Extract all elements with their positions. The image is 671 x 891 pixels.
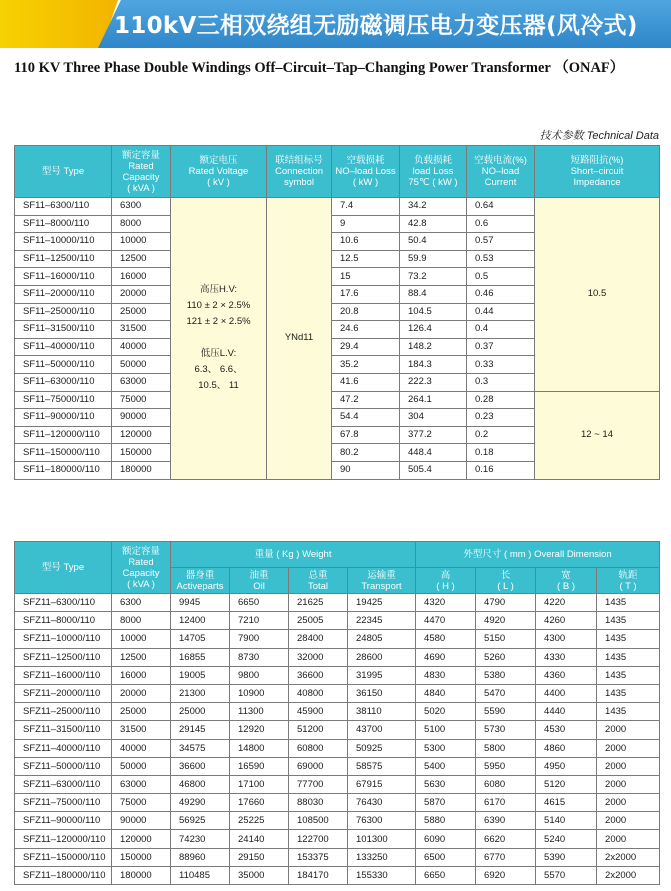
transport-weight-cell: 43700 bbox=[348, 721, 416, 739]
gauge-cell: 2x2000 bbox=[597, 866, 660, 884]
active-weight-cell: 74230 bbox=[171, 830, 230, 848]
noload-current-cell: 0.3 bbox=[467, 373, 535, 391]
model-cell: SFZ11–8000/110 bbox=[15, 612, 112, 630]
header-model: 型号 Type bbox=[15, 146, 112, 198]
width-cell: 5570 bbox=[536, 866, 597, 884]
capacity-cell: 31500 bbox=[112, 721, 171, 739]
noload-current-cell: 0.16 bbox=[467, 461, 535, 479]
total-weight-cell: 60800 bbox=[289, 739, 348, 757]
length-cell: 6770 bbox=[476, 848, 536, 866]
table-row bbox=[15, 794, 660, 812]
height-cell: 5630 bbox=[416, 775, 476, 793]
impedance-cell-a: 10.5 bbox=[535, 198, 660, 392]
noload-loss-cell: 15 bbox=[332, 268, 400, 286]
height-cell: 5100 bbox=[416, 721, 476, 739]
capacity-cell: 180000 bbox=[112, 461, 171, 479]
header-length: 长 ( L ) bbox=[476, 568, 536, 594]
oil-weight-cell: 6650 bbox=[230, 594, 289, 612]
header-gauge: 轨距 ( T ) bbox=[597, 568, 660, 594]
height-cell: 5880 bbox=[416, 812, 476, 830]
length-cell: 5470 bbox=[476, 684, 536, 702]
height-cell: 5300 bbox=[416, 739, 476, 757]
header-load-loss: 负载损耗 load Loss 75℃ ( kW ) bbox=[400, 146, 467, 198]
noload-loss-cell: 67.8 bbox=[332, 426, 400, 444]
height-cell: 5870 bbox=[416, 794, 476, 812]
technical-data-label: 技术参数 Technical Data bbox=[539, 130, 659, 142]
noload-current-cell: 0.5 bbox=[467, 268, 535, 286]
capacity-cell: 10000 bbox=[112, 630, 171, 648]
transport-weight-cell: 19425 bbox=[348, 594, 416, 612]
voltage-line: 121 ± 2 × 2.5% bbox=[186, 316, 251, 328]
active-weight-cell: 46800 bbox=[171, 775, 230, 793]
total-weight-cell: 40800 bbox=[289, 684, 348, 702]
capacity-cell: 63000 bbox=[112, 775, 171, 793]
length-cell: 4790 bbox=[476, 594, 536, 612]
capacity-cell: 31500 bbox=[112, 321, 171, 339]
table-row bbox=[15, 684, 660, 702]
noload-current-cell: 0.23 bbox=[467, 409, 535, 427]
voltage-line: 110 ± 2 × 2.5% bbox=[186, 300, 251, 312]
active-weight-cell: 9945 bbox=[171, 594, 230, 612]
noload-loss-cell: 29.4 bbox=[332, 338, 400, 356]
capacity-cell: 8000 bbox=[112, 612, 171, 630]
length-cell: 6620 bbox=[476, 830, 536, 848]
page-title: 110kV三相双绕组无励磁调压电力变压器(风冷式) bbox=[114, 13, 638, 39]
capacity-cell: 20000 bbox=[112, 684, 171, 702]
table-row bbox=[15, 666, 660, 684]
load-loss-cell: 222.3 bbox=[400, 373, 467, 391]
active-weight-cell: 25000 bbox=[171, 703, 230, 721]
header-total: 总重 Total bbox=[289, 568, 348, 594]
oil-weight-cell: 7210 bbox=[230, 612, 289, 630]
gauge-cell: 2000 bbox=[597, 794, 660, 812]
title-banner bbox=[0, 0, 671, 48]
connection-cell: YNd11 bbox=[267, 198, 332, 480]
noload-current-cell: 0.2 bbox=[467, 426, 535, 444]
height-cell: 5020 bbox=[416, 703, 476, 721]
active-weight-cell: 19005 bbox=[171, 666, 230, 684]
noload-current-cell: 0.33 bbox=[467, 356, 535, 374]
table-row bbox=[15, 391, 660, 409]
model-cell: SFZ11–120000/110 bbox=[15, 830, 112, 848]
total-weight-cell: 108500 bbox=[289, 812, 348, 830]
height-cell: 4840 bbox=[416, 684, 476, 702]
table-row bbox=[15, 739, 660, 757]
height-cell: 4690 bbox=[416, 648, 476, 666]
noload-loss-cell: 9 bbox=[332, 215, 400, 233]
header-model-2: 型号 Type bbox=[15, 542, 112, 594]
voltage-spacer bbox=[171, 330, 266, 346]
header-weight-group: 重量 ( Kg ) Weight bbox=[171, 542, 416, 568]
oil-weight-cell: 17660 bbox=[230, 794, 289, 812]
noload-loss-cell: 12.5 bbox=[332, 250, 400, 268]
capacity-cell: 120000 bbox=[112, 830, 171, 848]
oil-weight-cell: 7900 bbox=[230, 630, 289, 648]
table-row bbox=[15, 775, 660, 793]
length-cell: 5150 bbox=[476, 630, 536, 648]
load-loss-cell: 304 bbox=[400, 409, 467, 427]
capacity-cell: 20000 bbox=[112, 285, 171, 303]
transport-weight-cell: 76430 bbox=[348, 794, 416, 812]
oil-weight-cell: 14800 bbox=[230, 739, 289, 757]
load-loss-cell: 448.4 bbox=[400, 444, 467, 462]
weight-dimension-table bbox=[14, 541, 660, 885]
noload-loss-cell: 10.6 bbox=[332, 233, 400, 251]
capacity-cell: 6300 bbox=[112, 594, 171, 612]
width-cell: 4950 bbox=[536, 757, 597, 775]
model-cell: SF11–31500/110 bbox=[15, 321, 112, 339]
total-weight-cell: 45900 bbox=[289, 703, 348, 721]
noload-current-cell: 0.4 bbox=[467, 321, 535, 339]
model-cell: SFZ11–6300/110 bbox=[15, 594, 112, 612]
total-weight-cell: 21625 bbox=[289, 594, 348, 612]
table-row bbox=[15, 612, 660, 630]
rated-voltage-cell bbox=[171, 198, 267, 480]
model-cell: SF11–25000/110 bbox=[15, 303, 112, 321]
transport-weight-cell: 76300 bbox=[348, 812, 416, 830]
length-cell: 5950 bbox=[476, 757, 536, 775]
model-cell: SF11–10000/110 bbox=[15, 233, 112, 251]
capacity-cell: 90000 bbox=[112, 812, 171, 830]
noload-current-cell: 0.64 bbox=[467, 198, 535, 216]
noload-current-cell: 0.18 bbox=[467, 444, 535, 462]
gauge-cell: 1435 bbox=[597, 703, 660, 721]
model-cell: SFZ11–20000/110 bbox=[15, 684, 112, 702]
length-cell: 6080 bbox=[476, 775, 536, 793]
model-cell: SF11–75000/110 bbox=[15, 391, 112, 409]
gauge-cell: 1435 bbox=[597, 612, 660, 630]
width-cell: 4530 bbox=[536, 721, 597, 739]
gauge-cell: 2000 bbox=[597, 757, 660, 775]
width-cell: 4860 bbox=[536, 739, 597, 757]
noload-loss-cell: 7.4 bbox=[332, 198, 400, 216]
load-loss-cell: 505.4 bbox=[400, 461, 467, 479]
load-loss-cell: 377.2 bbox=[400, 426, 467, 444]
technical-data-body bbox=[15, 198, 660, 480]
capacity-cell: 6300 bbox=[112, 198, 171, 216]
height-cell: 6500 bbox=[416, 848, 476, 866]
header-height: 高 ( H ) bbox=[416, 568, 476, 594]
oil-weight-cell: 12920 bbox=[230, 721, 289, 739]
width-cell: 5240 bbox=[536, 830, 597, 848]
length-cell: 4920 bbox=[476, 612, 536, 630]
width-cell: 5120 bbox=[536, 775, 597, 793]
load-loss-cell: 59.9 bbox=[400, 250, 467, 268]
noload-loss-cell: 24.6 bbox=[332, 321, 400, 339]
model-cell: SF11–180000/110 bbox=[15, 461, 112, 479]
height-cell: 4470 bbox=[416, 612, 476, 630]
model-cell: SF11–20000/110 bbox=[15, 285, 112, 303]
voltage-line: 高压H.V: bbox=[199, 284, 238, 296]
length-cell: 5800 bbox=[476, 739, 536, 757]
width-cell: 4220 bbox=[536, 594, 597, 612]
header-transport: 运输重 Transport bbox=[348, 568, 416, 594]
model-cell: SFZ11–150000/110 bbox=[15, 848, 112, 866]
noload-loss-cell: 35.2 bbox=[332, 356, 400, 374]
noload-current-cell: 0.6 bbox=[467, 215, 535, 233]
gauge-cell: 2000 bbox=[597, 739, 660, 757]
height-cell: 6650 bbox=[416, 866, 476, 884]
height-cell: 4580 bbox=[416, 630, 476, 648]
page-subtitle: 110 KV Three Phase Double Windings Off–Circuit–Tap–Changing Power Transformer （ONAF） bbox=[14, 60, 625, 76]
length-cell: 5260 bbox=[476, 648, 536, 666]
oil-weight-cell: 9800 bbox=[230, 666, 289, 684]
model-cell: SFZ11–12500/110 bbox=[15, 648, 112, 666]
technical-data-table bbox=[14, 145, 660, 480]
header-dimension-group: 外型尺寸 ( mm ) Overall Dimension bbox=[416, 542, 660, 568]
noload-loss-cell: 90 bbox=[332, 461, 400, 479]
transport-weight-cell: 67915 bbox=[348, 775, 416, 793]
active-weight-cell: 16855 bbox=[171, 648, 230, 666]
noload-loss-cell: 20.8 bbox=[332, 303, 400, 321]
header-oil: 油重 Oil bbox=[230, 568, 289, 594]
oil-weight-cell: 17100 bbox=[230, 775, 289, 793]
length-cell: 6170 bbox=[476, 794, 536, 812]
noload-current-cell: 0.57 bbox=[467, 233, 535, 251]
noload-loss-cell: 47.2 bbox=[332, 391, 400, 409]
model-cell: SF11–6300/110 bbox=[15, 198, 112, 216]
table-row bbox=[15, 866, 660, 884]
capacity-cell: 8000 bbox=[112, 215, 171, 233]
gauge-cell: 2000 bbox=[597, 775, 660, 793]
capacity-cell: 10000 bbox=[112, 233, 171, 251]
transport-weight-cell: 101300 bbox=[348, 830, 416, 848]
total-weight-cell: 51200 bbox=[289, 721, 348, 739]
gauge-cell: 1435 bbox=[597, 648, 660, 666]
total-weight-cell: 25005 bbox=[289, 612, 348, 630]
model-cell: SF11–40000/110 bbox=[15, 338, 112, 356]
width-cell: 4440 bbox=[536, 703, 597, 721]
header-voltage: 额定电压 Rated Voltage ( kV ) bbox=[171, 146, 267, 198]
gauge-cell: 2000 bbox=[597, 812, 660, 830]
active-weight-cell: 110485 bbox=[171, 866, 230, 884]
width-cell: 4360 bbox=[536, 666, 597, 684]
transport-weight-cell: 31995 bbox=[348, 666, 416, 684]
oil-weight-cell: 24140 bbox=[230, 830, 289, 848]
active-weight-cell: 14705 bbox=[171, 630, 230, 648]
table-row bbox=[15, 703, 660, 721]
banner-accent-stripe bbox=[0, 0, 118, 48]
total-weight-cell: 36600 bbox=[289, 666, 348, 684]
model-cell: SFZ11–180000/110 bbox=[15, 866, 112, 884]
load-loss-cell: 148.2 bbox=[400, 338, 467, 356]
table-row bbox=[15, 830, 660, 848]
header-connection: 联结组标号 Connection symbol bbox=[267, 146, 332, 198]
capacity-cell: 40000 bbox=[112, 338, 171, 356]
active-weight-cell: 29145 bbox=[171, 721, 230, 739]
oil-weight-cell: 8730 bbox=[230, 648, 289, 666]
noload-loss-cell: 54.4 bbox=[332, 409, 400, 427]
total-weight-cell: 32000 bbox=[289, 648, 348, 666]
active-weight-cell: 49290 bbox=[171, 794, 230, 812]
table-row bbox=[15, 757, 660, 775]
capacity-cell: 150000 bbox=[112, 848, 171, 866]
transport-weight-cell: 28600 bbox=[348, 648, 416, 666]
width-cell: 4400 bbox=[536, 684, 597, 702]
noload-loss-cell: 17.6 bbox=[332, 285, 400, 303]
capacity-cell: 25000 bbox=[112, 303, 171, 321]
model-cell: SF11–150000/110 bbox=[15, 444, 112, 462]
header-impedance: 短路阻抗(%) Short–circuit Impedance bbox=[535, 146, 660, 198]
weight-dimension-body bbox=[15, 594, 660, 885]
model-cell: SF11–12500/110 bbox=[15, 250, 112, 268]
capacity-cell: 12500 bbox=[112, 250, 171, 268]
model-cell: SF11–63000/110 bbox=[15, 373, 112, 391]
model-cell: SFZ11–63000/110 bbox=[15, 775, 112, 793]
gauge-cell: 1435 bbox=[597, 594, 660, 612]
header-noload-loss: 空载损耗 NO–load Loss ( kW ) bbox=[332, 146, 400, 198]
capacity-cell: 16000 bbox=[112, 666, 171, 684]
capacity-cell: 50000 bbox=[112, 356, 171, 374]
capacity-cell: 180000 bbox=[112, 866, 171, 884]
model-cell: SFZ11–75000/110 bbox=[15, 794, 112, 812]
width-cell: 5390 bbox=[536, 848, 597, 866]
capacity-cell: 150000 bbox=[112, 444, 171, 462]
capacity-cell: 90000 bbox=[112, 409, 171, 427]
noload-current-cell: 0.28 bbox=[467, 391, 535, 409]
gauge-cell: 1435 bbox=[597, 666, 660, 684]
load-loss-cell: 88.4 bbox=[400, 285, 467, 303]
model-cell: SF11–8000/110 bbox=[15, 215, 112, 233]
active-weight-cell: 88960 bbox=[171, 848, 230, 866]
load-loss-cell: 264.1 bbox=[400, 391, 467, 409]
total-weight-cell: 77700 bbox=[289, 775, 348, 793]
capacity-cell: 16000 bbox=[112, 268, 171, 286]
model-cell: SFZ11–90000/110 bbox=[15, 812, 112, 830]
gauge-cell: 1435 bbox=[597, 684, 660, 702]
height-cell: 6090 bbox=[416, 830, 476, 848]
noload-loss-cell: 80.2 bbox=[332, 444, 400, 462]
load-loss-cell: 42.8 bbox=[400, 215, 467, 233]
table-row bbox=[15, 812, 660, 830]
total-weight-cell: 69000 bbox=[289, 757, 348, 775]
model-cell: SFZ11–50000/110 bbox=[15, 757, 112, 775]
gauge-cell: 1435 bbox=[597, 630, 660, 648]
transport-weight-cell: 24805 bbox=[348, 630, 416, 648]
total-weight-cell: 122700 bbox=[289, 830, 348, 848]
capacity-cell: 50000 bbox=[112, 757, 171, 775]
load-loss-cell: 34.2 bbox=[400, 198, 467, 216]
capacity-cell: 120000 bbox=[112, 426, 171, 444]
model-cell: SFZ11–16000/110 bbox=[15, 666, 112, 684]
load-loss-cell: 104.5 bbox=[400, 303, 467, 321]
length-cell: 6920 bbox=[476, 866, 536, 884]
capacity-cell: 25000 bbox=[112, 703, 171, 721]
oil-weight-cell: 29150 bbox=[230, 848, 289, 866]
load-loss-cell: 73.2 bbox=[400, 268, 467, 286]
model-cell: SFZ11–25000/110 bbox=[15, 703, 112, 721]
load-loss-cell: 184.3 bbox=[400, 356, 467, 374]
gauge-cell: 2000 bbox=[597, 721, 660, 739]
total-weight-cell: 184170 bbox=[289, 866, 348, 884]
width-cell: 4615 bbox=[536, 794, 597, 812]
table-row bbox=[15, 198, 660, 216]
total-weight-cell: 28400 bbox=[289, 630, 348, 648]
active-weight-cell: 34575 bbox=[171, 739, 230, 757]
load-loss-cell: 126.4 bbox=[400, 321, 467, 339]
model-cell: SF11–50000/110 bbox=[15, 356, 112, 374]
transport-weight-cell: 22345 bbox=[348, 612, 416, 630]
length-cell: 5380 bbox=[476, 666, 536, 684]
oil-weight-cell: 10900 bbox=[230, 684, 289, 702]
active-weight-cell: 12400 bbox=[171, 612, 230, 630]
capacity-cell: 63000 bbox=[112, 373, 171, 391]
model-cell: SF11–120000/110 bbox=[15, 426, 112, 444]
length-cell: 6390 bbox=[476, 812, 536, 830]
oil-weight-cell: 25225 bbox=[230, 812, 289, 830]
height-cell: 4320 bbox=[416, 594, 476, 612]
model-cell: SF11–90000/110 bbox=[15, 409, 112, 427]
oil-weight-cell: 11300 bbox=[230, 703, 289, 721]
header-capacity: 额定容量 Rated Capacity ( kVA ) bbox=[112, 146, 171, 198]
width-cell: 5140 bbox=[536, 812, 597, 830]
model-cell: SFZ11–10000/110 bbox=[15, 630, 112, 648]
capacity-cell: 75000 bbox=[112, 794, 171, 812]
noload-current-cell: 0.37 bbox=[467, 338, 535, 356]
model-cell: SFZ11–40000/110 bbox=[15, 739, 112, 757]
table-row bbox=[15, 721, 660, 739]
length-cell: 5590 bbox=[476, 703, 536, 721]
transport-weight-cell: 155330 bbox=[348, 866, 416, 884]
header-noload-current: 空载电流(%) NO–load Current bbox=[467, 146, 535, 198]
width-cell: 4300 bbox=[536, 630, 597, 648]
capacity-cell: 12500 bbox=[112, 648, 171, 666]
active-weight-cell: 21300 bbox=[171, 684, 230, 702]
noload-current-cell: 0.44 bbox=[467, 303, 535, 321]
total-weight-cell: 153375 bbox=[289, 848, 348, 866]
active-weight-cell: 56925 bbox=[171, 812, 230, 830]
model-cell: SF11–16000/110 bbox=[15, 268, 112, 286]
transport-weight-cell: 58575 bbox=[348, 757, 416, 775]
width-cell: 4330 bbox=[536, 648, 597, 666]
transport-weight-cell: 50925 bbox=[348, 739, 416, 757]
voltage-line: 低压L.V: bbox=[200, 348, 237, 360]
height-cell: 4830 bbox=[416, 666, 476, 684]
model-cell: SFZ11–31500/110 bbox=[15, 721, 112, 739]
impedance-cell-b: 12 ~ 14 bbox=[535, 391, 660, 479]
table-row bbox=[15, 648, 660, 666]
gauge-cell: 2x2000 bbox=[597, 848, 660, 866]
oil-weight-cell: 16590 bbox=[230, 757, 289, 775]
header-width: 宽 ( B ) bbox=[536, 568, 597, 594]
table-row bbox=[15, 594, 660, 612]
height-cell: 5400 bbox=[416, 757, 476, 775]
active-weight-cell: 36600 bbox=[171, 757, 230, 775]
header-active-parts: 器身重 Activeparts bbox=[171, 568, 230, 594]
table-row bbox=[15, 630, 660, 648]
voltage-line: 6.3、 6.6、 bbox=[194, 364, 243, 376]
load-loss-cell: 50.4 bbox=[400, 233, 467, 251]
length-cell: 5730 bbox=[476, 721, 536, 739]
gauge-cell: 2000 bbox=[597, 830, 660, 848]
noload-current-cell: 0.46 bbox=[467, 285, 535, 303]
total-weight-cell: 88030 bbox=[289, 794, 348, 812]
noload-loss-cell: 41.6 bbox=[332, 373, 400, 391]
capacity-cell: 40000 bbox=[112, 739, 171, 757]
table-row bbox=[15, 848, 660, 866]
width-cell: 4260 bbox=[536, 612, 597, 630]
transport-weight-cell: 38110 bbox=[348, 703, 416, 721]
voltage-line: 10.5、 11 bbox=[198, 380, 239, 392]
header-capacity-2: 额定容量 Rated Capacity ( kVA ) bbox=[112, 542, 171, 594]
oil-weight-cell: 35000 bbox=[230, 866, 289, 884]
transport-weight-cell: 36150 bbox=[348, 684, 416, 702]
transport-weight-cell: 133250 bbox=[348, 848, 416, 866]
capacity-cell: 75000 bbox=[112, 391, 171, 409]
noload-current-cell: 0.53 bbox=[467, 250, 535, 268]
